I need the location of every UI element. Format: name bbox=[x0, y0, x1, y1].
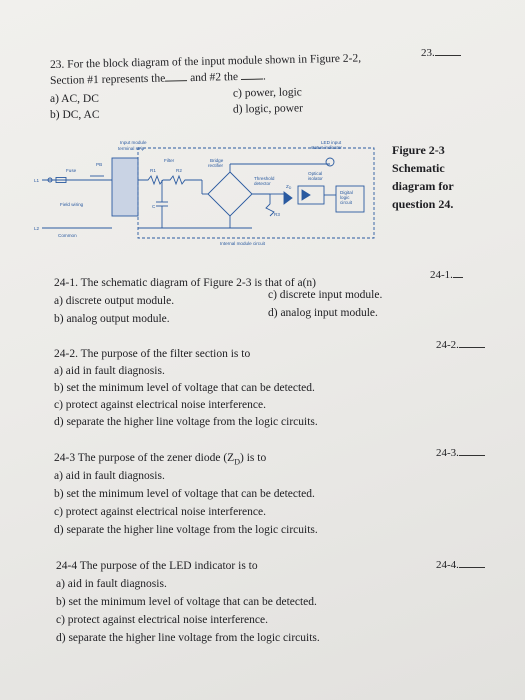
q24-1-option-a: a) discrete output module. bbox=[54, 295, 175, 307]
answer-blank-24-2[interactable] bbox=[436, 338, 485, 351]
q24-2-option-b: b) set the minimum level of voltage that can be detected. bbox=[54, 382, 315, 394]
q23-stem-part-c: . bbox=[262, 70, 266, 83]
label-optical-1: Optical bbox=[308, 171, 323, 176]
label-digital-1: Digital bbox=[340, 190, 353, 195]
q23-answer-line[interactable] bbox=[435, 46, 461, 56]
q24-4-option-c: c) protect against electrical noise interference. bbox=[56, 614, 268, 626]
label-pb: PB bbox=[96, 162, 103, 167]
q24-2-number: 24-2. bbox=[436, 339, 459, 351]
q24-3-answer-line[interactable] bbox=[459, 446, 485, 456]
r3-resistor bbox=[266, 194, 274, 216]
label-filter: Filter bbox=[164, 158, 175, 163]
figure-caption-3: diagram for bbox=[392, 179, 454, 193]
label-led-1: LED input bbox=[321, 140, 342, 145]
q24-4-stem: 24-4 The purpose of the LED indicator is to bbox=[56, 560, 258, 572]
label-fuse: Fuse bbox=[66, 168, 77, 173]
q23-stem-line2 bbox=[50, 69, 266, 88]
q24-2-answer-line[interactable] bbox=[459, 338, 485, 348]
label-zd bbox=[286, 184, 292, 190]
label-c: C bbox=[152, 204, 156, 209]
label-digital-2: logic bbox=[340, 195, 350, 200]
label-input-module-2: terminal strip bbox=[118, 146, 145, 151]
q23-stem-part-a: Section #1 represents the bbox=[49, 72, 166, 87]
label-r2: R2 bbox=[176, 168, 182, 173]
q24-1-answer-line[interactable] bbox=[453, 268, 463, 278]
figure-caption-2: Schematic bbox=[392, 161, 445, 175]
label-common: Common bbox=[58, 233, 77, 238]
label-digital-3: circuit bbox=[340, 200, 352, 205]
label-l1: L1 bbox=[34, 178, 40, 183]
label-bridge-2: rectifier bbox=[208, 163, 224, 168]
label-l2: L2 bbox=[34, 226, 40, 231]
answer-blank-24-4[interactable] bbox=[436, 558, 485, 571]
q23-blank-2[interactable] bbox=[241, 70, 263, 80]
label-r1: R1 bbox=[150, 168, 156, 173]
figure-caption-4: question 24. bbox=[392, 197, 454, 211]
q23-blank-1[interactable] bbox=[165, 71, 187, 81]
q24-2-option-a: a) aid in fault diagnosis. bbox=[54, 365, 165, 377]
q24-2-stem: 24-2. The purpose of the filter section is to bbox=[54, 348, 251, 360]
q24-4-answer-line[interactable] bbox=[459, 558, 485, 568]
bridge-rectifier bbox=[208, 172, 252, 216]
q24-3-option-d: d) separate the higher line voltage from the logic circuits. bbox=[54, 524, 318, 536]
label-zd-main: Z bbox=[286, 184, 289, 189]
q23-stem-line1: 23. For the block diagram of the input module shown in Figure 2-2, bbox=[49, 52, 362, 71]
q24-1-stem: 24-1. The schematic diagram of Figure 2-3 is that of a(n) bbox=[54, 277, 316, 289]
q24-2-option-d: d) separate the higher line voltage from the logic circuits. bbox=[54, 416, 318, 428]
filter-resistors bbox=[138, 176, 202, 184]
q24-4-number: 24-4. bbox=[436, 559, 459, 571]
label-input-module-1: Input module bbox=[120, 140, 147, 145]
q24-3-option-c: c) protect against electrical noise interference. bbox=[54, 506, 266, 518]
answer-blank-24-1[interactable] bbox=[430, 268, 463, 281]
figure-schematic bbox=[30, 132, 380, 252]
q24-3-option-b: b) set the minimum level of voltage that can be detected. bbox=[54, 488, 315, 500]
label-optical-2: isolator bbox=[308, 176, 323, 181]
label-zd-sub: D bbox=[288, 186, 292, 191]
q24-4-option-b: b) set the minimum level of voltage that can be detected. bbox=[56, 596, 317, 608]
q24-3-stem bbox=[54, 451, 266, 469]
q23-option-a: a) AC, DC bbox=[50, 93, 99, 105]
q24-3-stem-sub: D bbox=[234, 457, 240, 467]
label-field-wiring: Field wiring bbox=[60, 202, 84, 207]
label-internal: Internal module circuit bbox=[220, 241, 265, 246]
q23-number: 23. bbox=[421, 47, 435, 59]
label-r3: R3 bbox=[274, 212, 280, 217]
figure-caption-1: Figure 2-3 bbox=[392, 143, 445, 157]
q23-option-d: d) logic, power bbox=[232, 102, 304, 116]
label-threshold-2: detector bbox=[254, 181, 271, 186]
q24-1-option-b: b) analog output module. bbox=[54, 313, 170, 325]
label-bridge-1: Bridge bbox=[210, 158, 224, 163]
q24-3-option-a: a) aid in fault diagnosis. bbox=[54, 470, 165, 482]
label-threshold-1: Threshold bbox=[254, 176, 275, 181]
answer-blank-23[interactable] bbox=[421, 46, 461, 59]
q24-1-option-c: c) discrete input module. bbox=[268, 289, 383, 301]
q24-3-stem-part-a: 24-3 The purpose of the zener diode (Z bbox=[54, 452, 235, 464]
q24-2-option-c: c) protect against electrical noise interference. bbox=[54, 399, 266, 411]
q24-4-option-d: d) separate the higher line voltage from the logic circuits. bbox=[56, 632, 320, 644]
q23-stem-part-b: and #2 the bbox=[190, 71, 239, 85]
q23-option-c: c) power, logic bbox=[232, 86, 302, 100]
q24-3-stem-part-b: ) is to bbox=[240, 452, 267, 464]
q24-1-option-d: d) analog input module. bbox=[268, 307, 378, 319]
terminal-strip bbox=[112, 158, 138, 216]
answer-blank-24-3[interactable] bbox=[436, 446, 485, 459]
q24-1-number: 24-1. bbox=[430, 269, 453, 281]
q24-4-option-a: a) aid in fault diagnosis. bbox=[56, 578, 167, 590]
label-led-2: status indicator bbox=[311, 145, 342, 150]
q24-3-number: 24-3. bbox=[436, 447, 459, 459]
q23-option-b: b) DC, AC bbox=[50, 109, 100, 121]
led-indicator bbox=[326, 158, 334, 166]
optical-led bbox=[302, 190, 310, 200]
zener-diode bbox=[284, 192, 292, 204]
